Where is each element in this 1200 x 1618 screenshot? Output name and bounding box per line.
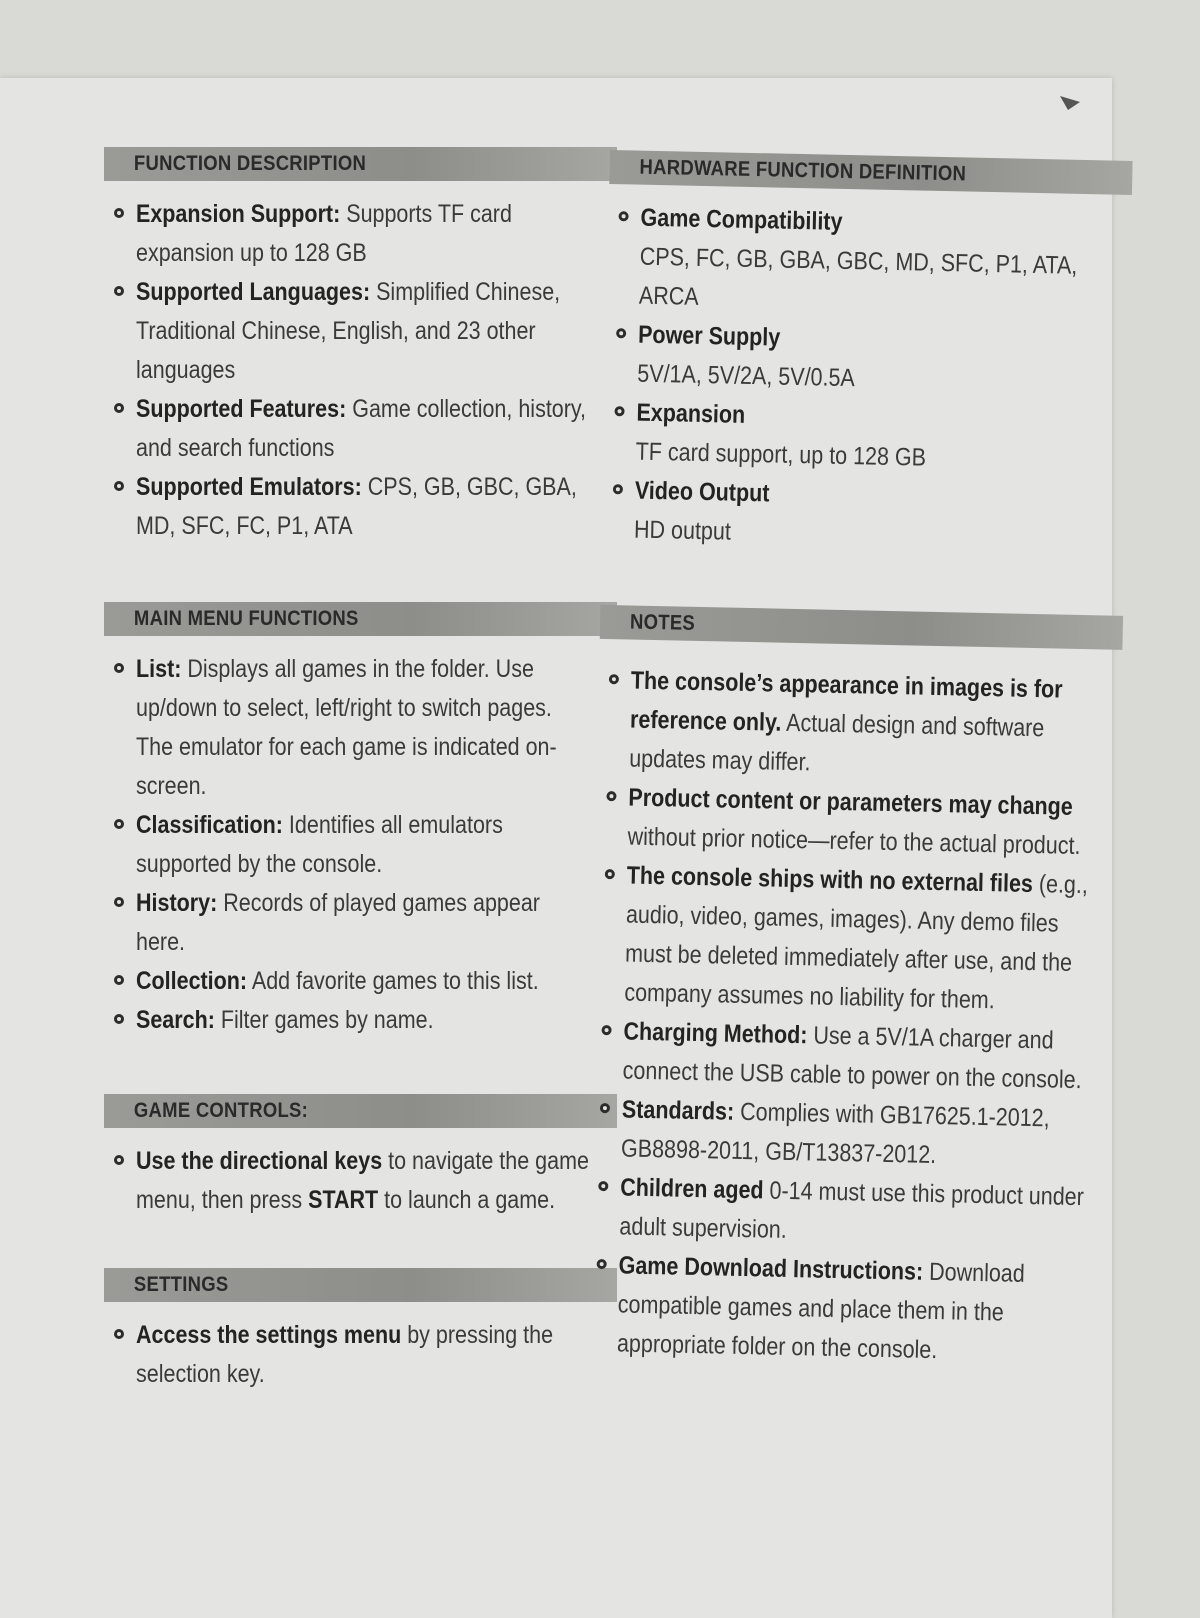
list-item: Classification: Identifies all emulators supported by the console. xyxy=(104,806,594,884)
right-column xyxy=(585,150,1110,1373)
list-item: The console ships with no external files (e.g., audio, video, games, images). Any demo files must be deleted immediately after use, and the company assumes no liability for them. xyxy=(592,856,1095,1022)
list-item: Power Supply 5V/1A, 5V/2A, 5V/0.5A xyxy=(605,315,1107,403)
bullet-icon xyxy=(598,1181,608,1191)
bullet-icon xyxy=(614,406,624,416)
bullet-icon xyxy=(114,1014,124,1024)
list-item: List: Displays all games in the folder. Use up/down to select, left/right to switch pages. The emulator for each game is indicated on-screen. xyxy=(104,650,594,806)
list-item: Access the settings menu by pressing the selection key. xyxy=(104,1316,594,1394)
bullet-icon xyxy=(600,1103,610,1113)
notes-section xyxy=(585,605,1101,1373)
list-item: Standards: Complies with GB17625.1-2012, GB8898-2011, GB/T13837-2012. xyxy=(589,1090,1091,1178)
section-header: GAME CONTROLS: xyxy=(104,1094,617,1128)
settings-list xyxy=(104,1316,594,1394)
list-item: History: Records of played games appear here. xyxy=(104,884,594,962)
hardware-section xyxy=(602,150,1110,559)
settings-section xyxy=(104,1268,594,1394)
notes-list xyxy=(585,661,1100,1373)
bullet-icon xyxy=(601,1025,611,1035)
bullet-icon xyxy=(609,674,619,684)
function-description-section xyxy=(104,147,594,546)
bullet-icon xyxy=(114,1329,124,1339)
bullet-icon xyxy=(114,819,124,829)
list-item: Use the directional keys to navigate the game menu, then press START to launch a game. xyxy=(104,1142,594,1220)
list-item: The console’s appearance in images is for reference only. Actual design and software updates may differ. xyxy=(597,661,1099,788)
list-item: Search: Filter games by name. xyxy=(104,1001,594,1040)
bullet-icon xyxy=(619,211,629,221)
bullet-icon xyxy=(114,208,124,218)
bullet-icon xyxy=(613,484,623,494)
list-item: Supported Features: Game collection, history, and search functions xyxy=(104,390,594,468)
function-description-list xyxy=(104,195,594,546)
bullet-icon xyxy=(114,663,124,673)
list-item: Game Compatibility CPS, FC, GB, GBA, GBC, MD, SFC, P1, ATA, ARCA xyxy=(607,198,1109,325)
list-item: Charging Method: Use a 5V/1A charger and connect the USB cable to power on the console. xyxy=(590,1012,1092,1100)
bullet-icon xyxy=(606,791,616,801)
list-item: Collection: Add favorite games to this list. xyxy=(104,962,594,1001)
section-header: FUNCTION DESCRIPTION xyxy=(104,147,617,181)
section-header: SETTINGS xyxy=(104,1268,617,1302)
bullet-icon xyxy=(605,869,615,879)
game-controls-list xyxy=(104,1142,594,1220)
bullet-icon xyxy=(114,403,124,413)
bullet-icon xyxy=(114,975,124,985)
main-menu-section xyxy=(104,602,594,1040)
bullet-icon xyxy=(114,481,124,491)
section-header: NOTES xyxy=(600,605,1123,650)
bullet-icon xyxy=(114,286,124,296)
game-controls-section xyxy=(104,1094,594,1220)
list-item: Supported Languages: Simplified Chinese, Traditional Chinese, English, and 23 other languages xyxy=(104,273,594,390)
page-corner-fold xyxy=(1060,96,1080,116)
list-item: Supported Emulators: CPS, GB, GBC, GBA, MD, SFC, FC, P1, ATA xyxy=(104,468,594,546)
bullet-icon xyxy=(114,897,124,907)
bullet-icon xyxy=(114,1155,124,1165)
list-item: Product content or parameters may change without prior notice—refer to the actual product. xyxy=(595,778,1097,866)
section-header: MAIN MENU FUNCTIONS xyxy=(104,602,617,636)
main-menu-list xyxy=(104,650,594,1040)
list-item: Expansion Support: Supports TF card expansion up to 128 GB xyxy=(104,195,594,273)
section-header: HARDWARE FUNCTION DEFINITION xyxy=(609,150,1132,195)
left-column xyxy=(104,147,594,1394)
list-item: Video Output HD output xyxy=(602,471,1104,559)
bullet-icon xyxy=(597,1259,607,1269)
list-item: Expansion TF card support, up to 128 GB xyxy=(603,393,1105,481)
list-item: Children aged 0-14 must use this product under adult supervision. xyxy=(587,1168,1089,1256)
hardware-list xyxy=(602,198,1109,559)
bullet-icon xyxy=(616,328,626,338)
list-item: Game Download Instructions: Download compatible games and place them in the appropriate folder on the console. xyxy=(585,1246,1087,1373)
